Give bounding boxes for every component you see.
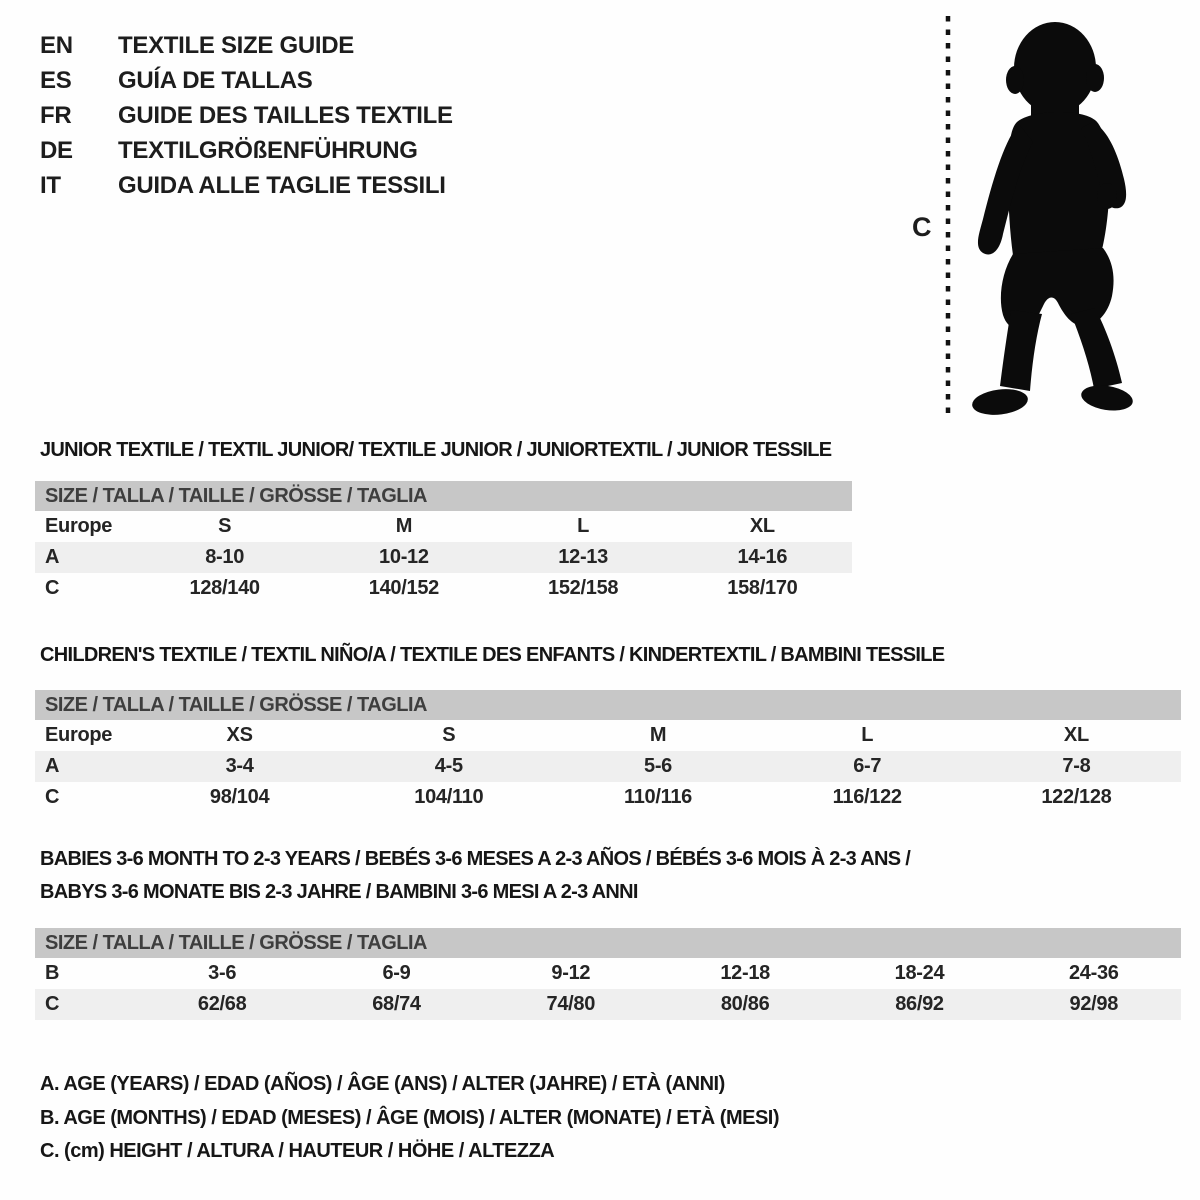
section-title-line: BABIES 3-6 MONTH TO 2-3 YEARS / BEBÉS 3-6 MESES A 2-3 AÑOS / BÉBÉS 3-6 MOIS À 2-3 ANS /: [40, 848, 911, 870]
language-row-fr: [40, 98, 453, 133]
language-list: [40, 28, 453, 203]
legend-line-c: C. (cm) HEIGHT / ALTURA / HAUTEUR / HÖHE / ALTEZZA: [40, 1140, 555, 1162]
size-value-cell: XL: [1063, 724, 1089, 746]
size-value-cell: 158/170: [727, 577, 798, 599]
table-row-c: [35, 989, 1181, 1020]
junior-section-title: [40, 434, 831, 467]
size-value-cell: 116/122: [832, 786, 902, 808]
language-title: GUIDE DES TAILLES TEXTILE: [118, 101, 453, 129]
junior-size-table: [35, 481, 852, 604]
row-label: B: [45, 962, 60, 984]
size-value-cell: 122/128: [1041, 786, 1112, 808]
children-section-title: [40, 639, 944, 672]
size-value-cell: 9-12: [551, 962, 591, 984]
size-value-cell: S: [442, 724, 456, 746]
size-value-cell: 98/104: [209, 786, 270, 808]
size-value-cell: 3-4: [225, 755, 254, 777]
size-value-cell: 14-16: [737, 546, 788, 568]
legend-line-b: B. AGE (MONTHS) / EDAD (MESES) / ÂGE (MOIS) / ALTER (MONATE) / ETÀ (MESI): [40, 1106, 780, 1129]
row-label: C: [45, 993, 60, 1015]
language-title: GUÍA DE TALLAS: [118, 66, 313, 94]
row-label: Europe: [45, 724, 113, 746]
size-header-bar: SIZE / TALLA / TAILLE / GRÖSSE / TAGLIA: [35, 690, 1181, 720]
row-label: C: [45, 786, 60, 808]
size-value-cell: XL: [749, 515, 775, 537]
table-row-a: [35, 751, 1181, 782]
language-title: TEXTILGRÖßENFÜHRUNG: [118, 136, 418, 164]
language-title: GUIDA ALLE TAGLIE TESSILI: [118, 171, 446, 199]
language-code: FR: [40, 101, 72, 129]
language-row-es: [40, 63, 453, 98]
size-value-cell: 80/86: [720, 993, 770, 1015]
height-measure-label: C: [912, 212, 932, 242]
size-value-cell: 10-12: [379, 546, 429, 568]
language-row-de: [40, 133, 453, 168]
size-value-cell: 140/152: [368, 577, 439, 599]
size-value-cell: 68/74: [372, 993, 421, 1015]
language-code: DE: [40, 136, 73, 164]
row-label: A: [45, 546, 60, 568]
size-value-cell: L: [861, 724, 874, 746]
section-title-line: BABYS 3-6 MONATE BIS 2-3 JAHRE / BAMBINI 3-6 MESI A 2-3 ANNI: [40, 881, 638, 903]
toddler-silhouette-icon: [955, 14, 1155, 424]
size-value-cell: 8-10: [205, 546, 245, 568]
table-row-europe: [35, 511, 852, 542]
height-measure-line: [944, 16, 954, 418]
row-label: Europe: [45, 515, 113, 537]
size-value-cell: 92/98: [1069, 993, 1119, 1015]
size-value-cell: 24-36: [1068, 962, 1119, 984]
size-value-cell: 104/110: [414, 786, 484, 808]
size-value-cell: 18-24: [894, 962, 945, 984]
size-value-cell: M: [649, 724, 667, 746]
babies-size-table: [35, 928, 1181, 1020]
language-row-en: [40, 28, 453, 63]
size-value-cell: 152/158: [548, 577, 619, 599]
size-value-cell: 12-18: [720, 962, 770, 984]
size-value-cell: 110/116: [624, 786, 692, 808]
size-value-cell: L: [577, 515, 590, 537]
section-title-line: JUNIOR TEXTILE / TEXTIL JUNIOR/ TEXTILE JUNIOR / JUNIORTEXTIL / JUNIOR TESSILE: [40, 439, 832, 461]
row-label: A: [45, 755, 60, 777]
size-value-cell: 5-6: [644, 755, 673, 777]
size-value-cell: XS: [226, 724, 253, 746]
size-value-cell: 6-7: [853, 755, 882, 777]
size-value-cell: 12-13: [558, 546, 608, 568]
size-value-cell: 7-8: [1062, 755, 1091, 777]
size-value-cell: 6-9: [382, 962, 411, 984]
section-title-line: CHILDREN'S TEXTILE / TEXTIL NIÑO/A / TEXTILE DES ENFANTS / KINDERTEXTIL / BAMBINI TESSILE: [40, 644, 945, 666]
table-row-c: [35, 573, 852, 604]
legend-line-a: A. AGE (YEARS) / EDAD (AÑOS) / ÂGE (ANS) / ALTER (JAHRE) / ETÀ (ANNI): [40, 1073, 725, 1095]
language-code: ES: [40, 66, 72, 94]
size-value-cell: M: [395, 515, 413, 537]
children-size-table: [35, 690, 1181, 813]
language-code: IT: [40, 171, 61, 199]
table-row-a: [35, 542, 852, 573]
table-row-c: [35, 782, 1181, 813]
table-row-b: [35, 958, 1181, 989]
size-header-bar: SIZE / TALLA / TAILLE / GRÖSSE / TAGLIA: [35, 928, 1181, 958]
babies-section-title: [40, 843, 910, 909]
size-value-cell: 3-6: [208, 962, 237, 984]
row-label: C: [45, 577, 60, 599]
size-value-cell: 128/140: [189, 577, 260, 599]
size-value-cell: 86/92: [895, 993, 944, 1015]
language-code: EN: [40, 31, 73, 59]
size-value-cell: S: [218, 515, 232, 537]
table-row-europe: [35, 720, 1181, 751]
language-row-it: [40, 168, 453, 203]
size-value-cell: 74/80: [546, 993, 596, 1015]
size-value-cell: 4-5: [434, 755, 463, 777]
language-title: TEXTILE SIZE GUIDE: [118, 31, 354, 59]
legend: [40, 1068, 779, 1169]
size-value-cell: 62/68: [197, 993, 247, 1015]
size-header-bar: SIZE / TALLA / TAILLE / GRÖSSE / TAGLIA: [35, 481, 852, 511]
